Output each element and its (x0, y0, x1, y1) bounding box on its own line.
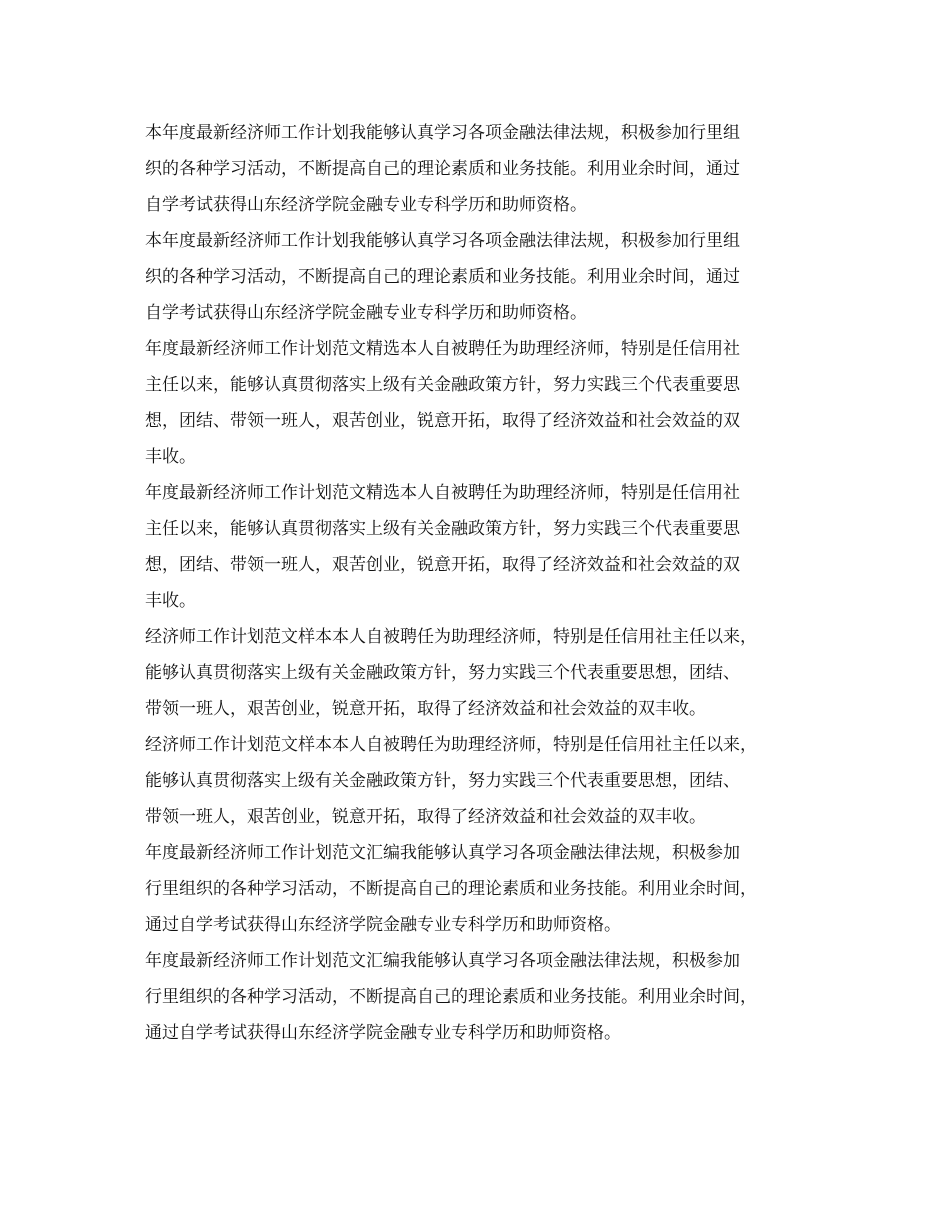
paragraph-line: 本年度最新经济师工作计划我能够认真学习各项金融法律法规，积极参加行里组 (145, 123, 740, 143)
paragraph-4 (145, 475, 810, 619)
paragraph-line: 自学考试获得山东经济学院金融专业专科学历和助师资格。 (145, 195, 587, 215)
paragraph-line: 丰收。 (145, 591, 196, 611)
paragraph-line: 想，团结、带领一班人，艰苦创业，锐意开拓，取得了经济效益和社会效益的双 (145, 555, 740, 575)
paragraph-3 (145, 331, 810, 475)
paragraph-line: 本年度最新经济师工作计划我能够认真学习各项金融法律法规，积极参加行里组 (145, 231, 740, 251)
paragraph-2 (145, 223, 810, 331)
paragraph-8 (145, 943, 810, 1051)
paragraph-line: 年度最新经济师工作计划范文汇编我能够认真学习各项金融法律法规，积极参加 (145, 951, 740, 971)
paragraph-7 (145, 835, 810, 943)
paragraph-line: 通过自学考试获得山东经济学院金融专业专科学历和助师资格。 (145, 915, 621, 935)
paragraph-1 (145, 115, 810, 223)
paragraph-line: 织的各种学习活动，不断提高自己的理论素质和业务技能。利用业余时间，通过 (145, 159, 740, 179)
paragraph-line: 能够认真贯彻落实上级有关金融政策方针，努力实践三个代表重要思想，团结、 (145, 663, 740, 683)
paragraph-line: 主任以来，能够认真贯彻落实上级有关金融政策方针，努力实践三个代表重要思 (145, 375, 740, 395)
paragraph-5 (145, 619, 810, 727)
paragraph-line: 年度最新经济师工作计划范文精选本人自被聘任为助理经济师，特别是任信用社 (145, 483, 740, 503)
paragraph-line: 通过自学考试获得山东经济学院金融专业专科学历和助师资格。 (145, 1023, 621, 1043)
document-body (145, 115, 810, 1051)
paragraph-line: 织的各种学习活动，不断提高自己的理论素质和业务技能。利用业余时间，通过 (145, 267, 740, 287)
paragraph-line: 想，团结、带领一班人，艰苦创业，锐意开拓，取得了经济效益和社会效益的双 (145, 411, 740, 431)
paragraph-line: 丰收。 (145, 447, 196, 467)
paragraph-line: 行里组织的各种学习活动，不断提高自己的理论素质和业务技能。利用业余时间， (145, 987, 757, 1007)
paragraph-line: 能够认真贯彻落实上级有关金融政策方针，努力实践三个代表重要思想，团结、 (145, 771, 740, 791)
paragraph-line: 经济师工作计划范文样本本人自被聘任为助理经济师，特别是任信用社主任以来， (145, 627, 757, 647)
paragraph-line: 自学考试获得山东经济学院金融专业专科学历和助师资格。 (145, 303, 587, 323)
paragraph-line: 年度最新经济师工作计划范文汇编我能够认真学习各项金融法律法规，积极参加 (145, 843, 740, 863)
paragraph-line: 经济师工作计划范文样本本人自被聘任为助理经济师，特别是任信用社主任以来， (145, 735, 757, 755)
paragraph-6 (145, 727, 810, 835)
paragraph-line: 年度最新经济师工作计划范文精选本人自被聘任为助理经济师，特别是任信用社 (145, 339, 740, 359)
paragraph-line: 带领一班人，艰苦创业，锐意开拓，取得了经济效益和社会效益的双丰收。 (145, 807, 706, 827)
paragraph-line: 主任以来，能够认真贯彻落实上级有关金融政策方针，努力实践三个代表重要思 (145, 519, 740, 539)
paragraph-line: 带领一班人，艰苦创业，锐意开拓，取得了经济效益和社会效益的双丰收。 (145, 699, 706, 719)
paragraph-line: 行里组织的各种学习活动，不断提高自己的理论素质和业务技能。利用业余时间， (145, 879, 757, 899)
